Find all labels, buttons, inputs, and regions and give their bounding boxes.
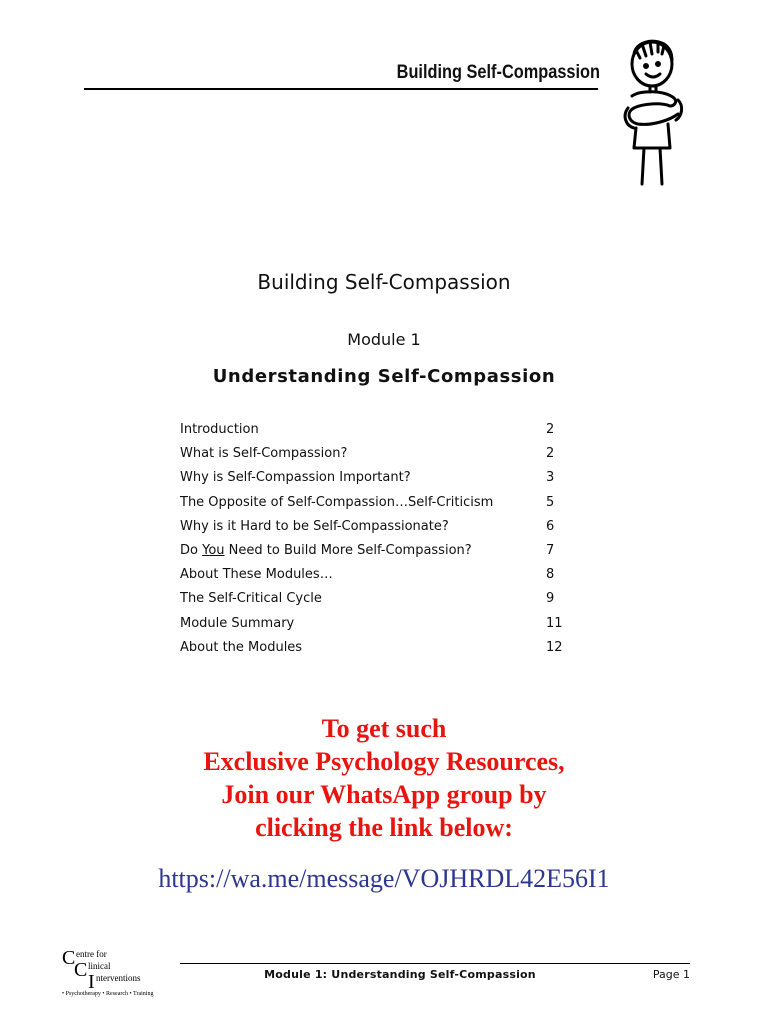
toc-row [180, 542, 560, 566]
promo-line: Join our WhatsApp group by [221, 780, 547, 809]
toc-page: 8 [546, 567, 555, 583]
promo-line: To get such [321, 714, 447, 743]
module-label: Module 1 [347, 330, 421, 349]
document-title: Building Self-Compassion [257, 270, 511, 294]
toc-row [180, 566, 560, 590]
toc-title-prefix: Do [180, 542, 203, 558]
module-heading: Understanding Self-Compassion [212, 366, 556, 387]
logo-letter: C [62, 947, 76, 969]
logo-tagline: • Psychotherapy • Research • Training [62, 991, 154, 997]
logo-word: entre for [76, 949, 107, 959]
toc-row [180, 494, 560, 518]
toc-row [180, 615, 563, 639]
toc-row [180, 445, 560, 469]
toc-page: 12 [546, 639, 563, 655]
footer-rule [180, 963, 690, 964]
toc-title: The Opposite of Self-Compassion…Self-Criticism [180, 494, 494, 510]
toc-row [180, 421, 560, 445]
logo-word: nterventions [96, 973, 141, 983]
toc-page: 2 [546, 446, 555, 462]
toc-title: About These Modules… [180, 567, 333, 583]
promo-line: Exclusive Psychology Resources, [203, 747, 565, 776]
stick-figure-hugging-illustration [612, 36, 700, 188]
toc-title: Module Summary [180, 615, 295, 631]
toc-title [180, 542, 472, 560]
toc-row [180, 639, 563, 663]
centre-for-clinical-interventions-logo [62, 948, 182, 1000]
toc-page: 3 [546, 470, 555, 486]
toc-page: 6 [546, 518, 555, 534]
logo-letter: I [88, 971, 95, 993]
toc-title: Why is Self-Compassion Important? [180, 470, 411, 486]
table-of-contents [180, 421, 563, 663]
toc-title: Introduction [180, 422, 259, 437]
header-rule [84, 88, 598, 90]
toc-title: Why is it Hard to be Self-Compassionate? [180, 518, 449, 534]
promo-line: clicking the link below: [255, 813, 513, 842]
toc-page: 7 [546, 542, 555, 558]
header-title: Building Self-Compassion [396, 62, 600, 83]
toc-page: 5 [546, 494, 555, 510]
toc-row [180, 518, 560, 542]
toc-row [180, 469, 560, 493]
toc-title: What is Self-Compassion? [180, 446, 348, 462]
toc-row [180, 590, 560, 614]
footer-module-title: Module 1: Understanding Self-Compassion [264, 968, 536, 981]
toc-title-emphasis: You [202, 542, 225, 558]
toc-page: 9 [546, 591, 555, 607]
toc-title: The Self-Critical Cycle [180, 591, 322, 607]
logo-letter: C [74, 959, 88, 981]
toc-page: 11 [546, 615, 563, 631]
toc-title: About the Modules [180, 639, 303, 655]
toc-page: 2 [546, 422, 555, 437]
toc-title-suffix: Need to Build More Self-Compassion? [224, 542, 472, 558]
logo-word: linical [88, 961, 111, 971]
whatsapp-link[interactable]: https://wa.me/message/VOJHRDL42E56I1 [158, 864, 610, 893]
promo-message [0, 712, 768, 844]
footer-page-number: Page 1 [652, 968, 690, 981]
